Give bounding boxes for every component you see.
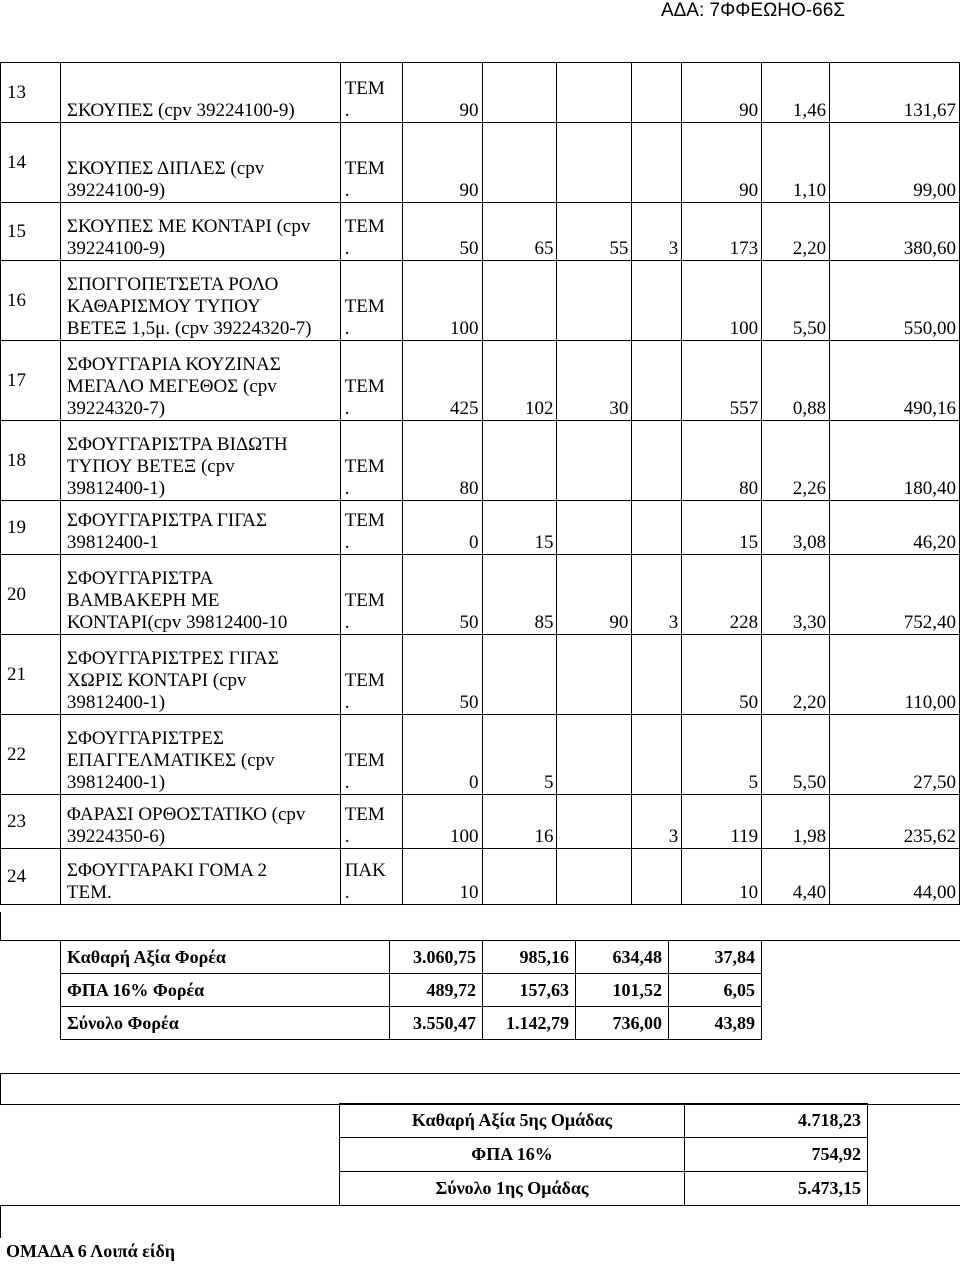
total-qty: 119 — [682, 795, 762, 849]
table-row — [1, 555, 960, 635]
item-description — [60, 261, 340, 341]
group-summary-value: 4.718,23 — [685, 1104, 868, 1138]
unit-price: 3,30 — [762, 555, 830, 635]
group-summary-value: 754,92 — [685, 1138, 868, 1172]
amount: 99,00 — [830, 123, 960, 203]
summary-value-2: 157,63 — [483, 974, 576, 1007]
qty-2 — [482, 261, 557, 341]
item-number: 16 — [1, 261, 61, 341]
amount: 550,00 — [830, 261, 960, 341]
item-description — [60, 341, 340, 421]
qty-2: 15 — [482, 501, 557, 555]
summary-label: Καθαρή Αξία Φορέα — [61, 941, 390, 974]
amount: 27,50 — [830, 715, 960, 795]
amount: 110,00 — [830, 635, 960, 715]
table-row — [1, 849, 960, 905]
table-row — [1, 123, 960, 203]
description-line: ΣΦΟΥΓΓΑΡΙΣΤΡΕΣ — [66, 728, 224, 749]
description-line: ΣΦΟΥΓΓΑΡΙΣΤΡΑ ΓΙΓΑΣ — [66, 510, 268, 531]
summary-value-4: 6,05 — [669, 974, 762, 1007]
item-number: 15 — [1, 203, 61, 261]
unit-dot: . — [344, 692, 350, 713]
amount: 180,40 — [830, 421, 960, 501]
amount: 44,00 — [830, 849, 960, 905]
item-number: 22 — [1, 715, 61, 795]
qty-3 — [557, 421, 632, 501]
qty-4 — [632, 421, 682, 501]
qty-2 — [482, 123, 557, 203]
summary-row — [340, 1172, 868, 1206]
item-unit — [340, 63, 402, 123]
description-line: 39224100-9) — [66, 238, 166, 259]
summary-value-4: 37,84 — [669, 941, 762, 974]
item-description — [60, 203, 340, 261]
unit-price: 5,50 — [762, 715, 830, 795]
unit-label: ΤΕΜ — [344, 376, 385, 397]
description-line: ΕΠΑΓΓΕΛΜΑΤΙΚΕΣ (cpv — [66, 750, 275, 771]
qty-3 — [557, 715, 632, 795]
item-description — [60, 421, 340, 501]
summary-value-1: 3.060,75 — [390, 941, 483, 974]
item-unit — [340, 555, 402, 635]
qty-2: 102 — [482, 341, 557, 421]
description-line: ΣΦΟΥΓΓΑΡΙΑ ΚΟΥΖΙΝΑΣ — [66, 354, 281, 375]
qty-4 — [632, 849, 682, 905]
qty-4 — [632, 123, 682, 203]
qty-2 — [482, 849, 557, 905]
item-number: 17 — [1, 341, 61, 421]
group-summary-label: Σύνολο 1ης Ομάδας — [340, 1172, 685, 1206]
items-table — [0, 62, 960, 905]
item-unit — [340, 203, 402, 261]
unit-dot: . — [344, 180, 350, 201]
table-row — [1, 501, 960, 555]
description-line: ΤΥΠΟΥ ΒΕΤΕΞ (cpv — [66, 456, 235, 477]
description-line: 39812400-1) — [66, 478, 166, 499]
unit-dot: . — [344, 612, 350, 633]
table-row — [1, 341, 960, 421]
description-line: 39812400-1) — [66, 772, 166, 793]
qty-1: 50 — [402, 635, 482, 715]
amount: 380,60 — [830, 203, 960, 261]
item-number: 18 — [1, 421, 61, 501]
amount: 752,40 — [830, 555, 960, 635]
item-description — [60, 635, 340, 715]
unit-dot: . — [344, 238, 350, 259]
qty-3: 55 — [557, 203, 632, 261]
description-line: ΒΑΜΒΑΚΕΡΗ ΜΕ — [66, 590, 220, 611]
item-description — [60, 849, 340, 905]
description-line: ΚΑΘΑΡΙΣΜΟΥ ΤΥΠΟΥ — [66, 296, 261, 317]
description-line: 39224320-7) — [66, 398, 166, 419]
summary-value-3: 736,00 — [576, 1007, 669, 1040]
summary-row — [61, 974, 762, 1007]
unit-label: ΤΕΜ — [344, 158, 385, 179]
item-unit — [340, 341, 402, 421]
unit-price: 2,20 — [762, 635, 830, 715]
item-unit — [340, 421, 402, 501]
total-qty: 50 — [682, 635, 762, 715]
unit-label: ΤΕΜ — [344, 216, 385, 237]
unit-dot: . — [344, 398, 350, 419]
unit-price: 4,40 — [762, 849, 830, 905]
qty-1: 0 — [402, 501, 482, 555]
qty-1: 50 — [402, 203, 482, 261]
summary-value-1: 3.550,47 — [390, 1007, 483, 1040]
unit-dot: . — [344, 318, 350, 339]
table-row — [1, 203, 960, 261]
total-qty: 90 — [682, 123, 762, 203]
table-row — [1, 635, 960, 715]
total-qty: 5 — [682, 715, 762, 795]
unit-dot: . — [344, 772, 350, 793]
qty-4: 3 — [632, 555, 682, 635]
amount: 235,62 — [830, 795, 960, 849]
item-unit — [340, 849, 402, 905]
summary-label: Σύνολο Φορέα — [61, 1007, 390, 1040]
item-number: 23 — [1, 795, 61, 849]
qty-3 — [557, 849, 632, 905]
amount: 490,16 — [830, 341, 960, 421]
amount: 131,67 — [830, 63, 960, 123]
qty-4 — [632, 341, 682, 421]
description-line: ΧΩΡΙΣ ΚΟΝΤΑΡΙ (cpv — [66, 670, 247, 691]
summary-value-3: 101,52 — [576, 974, 669, 1007]
summary-value-2: 1.142,79 — [483, 1007, 576, 1040]
table-row — [1, 63, 960, 123]
qty-3 — [557, 795, 632, 849]
next-group-title: ΟΜΑΔΑ 6 Λοιπά είδη — [6, 1241, 176, 1261]
table-spacer — [0, 912, 960, 941]
item-unit — [340, 261, 402, 341]
qty-4 — [632, 501, 682, 555]
total-qty: 228 — [682, 555, 762, 635]
amount: 46,20 — [830, 501, 960, 555]
item-description — [60, 63, 340, 123]
qty-4 — [632, 261, 682, 341]
qty-2 — [482, 63, 557, 123]
unit-dot: . — [344, 882, 350, 903]
description-line: ΤΕΜ. — [66, 882, 112, 903]
qty-4: 3 — [632, 795, 682, 849]
qty-2: 16 — [482, 795, 557, 849]
description-line: ΣΚΟΥΠΕΣ (cpv 39224100-9) — [66, 100, 295, 121]
qty-1: 90 — [402, 123, 482, 203]
qty-1: 100 — [402, 261, 482, 341]
table-row — [1, 795, 960, 849]
table-row — [1, 421, 960, 501]
qty-2: 85 — [482, 555, 557, 635]
qty-1: 50 — [402, 555, 482, 635]
qty-3 — [557, 63, 632, 123]
item-description — [60, 715, 340, 795]
unit-price: 1,10 — [762, 123, 830, 203]
unit-label: ΠΑΚ — [344, 860, 386, 881]
item-unit — [340, 715, 402, 795]
unit-dot: . — [344, 826, 350, 847]
unit-price: 2,26 — [762, 421, 830, 501]
item-description — [60, 501, 340, 555]
description-line: ΣΚΟΥΠΕΣ ΜΕ ΚΟΝΤΑΡΙ (cpv — [66, 216, 311, 237]
item-number: 14 — [1, 123, 61, 203]
qty-3 — [557, 123, 632, 203]
description-line: ΣΦΟΥΓΓΑΡΙΣΤΡΑ — [66, 568, 214, 589]
unit-label: ΤΕΜ — [344, 590, 385, 611]
qty-1: 90 — [402, 63, 482, 123]
item-number: 13 — [1, 63, 61, 123]
unit-price: 2,20 — [762, 203, 830, 261]
description-line: ΦΑΡΑΣΙ ΟΡΘΟΣΤΑΤΙΚΟ (cpv — [66, 804, 306, 825]
description-line: ΣΦΟΥΓΓΑΡΑΚΙ ΓΟΜΑ 2 — [66, 860, 267, 881]
group-summary-label: Καθαρή Αξία 5ης Ομάδας — [340, 1104, 685, 1138]
unit-label: ΤΕΜ — [344, 78, 385, 99]
summary-value-2: 985,16 — [483, 941, 576, 974]
description-line: ΒΕΤΕΞ 1,5μ. (cpv 39224320-7) — [66, 318, 312, 339]
total-qty: 100 — [682, 261, 762, 341]
qty-2 — [482, 635, 557, 715]
qty-1: 80 — [402, 421, 482, 501]
qty-4 — [632, 635, 682, 715]
total-qty: 90 — [682, 63, 762, 123]
qty-2 — [482, 421, 557, 501]
description-line: 39812400-1) — [66, 692, 166, 713]
item-number: 21 — [1, 635, 61, 715]
qty-1: 425 — [402, 341, 482, 421]
unit-price: 3,08 — [762, 501, 830, 555]
summary-value-3: 634,48 — [576, 941, 669, 974]
qty-3 — [557, 635, 632, 715]
item-number: 19 — [1, 501, 61, 555]
table-row — [1, 715, 960, 795]
description-line: ΣΦΟΥΓΓΑΡΙΣΤΡΑ ΒΙΔΩΤΗ — [66, 434, 288, 455]
qty-1: 10 — [402, 849, 482, 905]
summary-value-4: 43,89 — [669, 1007, 762, 1040]
description-line: 39812400-1 — [66, 532, 159, 553]
qty-1: 100 — [402, 795, 482, 849]
description-line: ΜΕΓΑΛΟ ΜΕΓΕΘΟΣ (cpv — [66, 376, 277, 397]
unit-label: ΤΕΜ — [344, 510, 385, 531]
unit-dot: . — [344, 100, 350, 121]
unit-label: ΤΕΜ — [344, 750, 385, 771]
carrier-summary-table — [60, 940, 762, 1040]
unit-label: ΤΕΜ — [344, 296, 385, 317]
qty-1: 0 — [402, 715, 482, 795]
summary-row — [340, 1138, 868, 1172]
qty-4: 3 — [632, 203, 682, 261]
description-line: ΣΠΟΓΓΟΠΕΤΣΕΤΑ ΡΟΛΟ — [66, 274, 279, 295]
qty-2: 5 — [482, 715, 557, 795]
unit-label: ΤΕΜ — [344, 456, 385, 477]
description-line: ΚΟΝΤΑΡΙ(cpv 39812400-10 — [66, 612, 288, 633]
item-unit — [340, 501, 402, 555]
table-row — [1, 261, 960, 341]
item-description — [60, 123, 340, 203]
total-qty: 173 — [682, 203, 762, 261]
unit-label: ΤΕΜ — [344, 804, 385, 825]
qty-2: 65 — [482, 203, 557, 261]
qty-3: 30 — [557, 341, 632, 421]
item-number: 24 — [1, 849, 61, 905]
unit-dot: . — [344, 478, 350, 499]
ada-header: ΑΔΑ: 7ΦΦΕΩΗΟ-66Σ — [660, 0, 845, 21]
summary-row — [61, 1007, 762, 1040]
group-summary-value: 5.473,15 — [685, 1172, 868, 1206]
item-unit — [340, 635, 402, 715]
item-description — [60, 555, 340, 635]
unit-price: 0,88 — [762, 341, 830, 421]
qty-3 — [557, 261, 632, 341]
unit-dot: . — [344, 532, 350, 553]
summary-value-1: 489,72 — [390, 974, 483, 1007]
summary-row — [61, 941, 762, 974]
group-summary-table — [339, 1103, 868, 1206]
total-qty: 80 — [682, 421, 762, 501]
unit-label: ΤΕΜ — [344, 670, 385, 691]
qty-4 — [632, 63, 682, 123]
item-unit — [340, 123, 402, 203]
item-description — [60, 795, 340, 849]
group-summary-label: ΦΠΑ 16% — [340, 1138, 685, 1172]
description-line: ΣΦΟΥΓΓΑΡΙΣΤΡΕΣ ΓΙΓΑΣ — [66, 648, 279, 669]
table-spacer — [0, 1205, 960, 1238]
item-number: 20 — [1, 555, 61, 635]
unit-price: 5,50 — [762, 261, 830, 341]
qty-3: 90 — [557, 555, 632, 635]
summary-row — [340, 1104, 868, 1138]
item-unit — [340, 795, 402, 849]
description-line: 39224350-6) — [66, 826, 166, 847]
description-line: 39224100-9) — [66, 180, 166, 201]
unit-price: 1,98 — [762, 795, 830, 849]
description-line: ΣΚΟΥΠΕΣ ΔΙΠΛΕΣ (cpv — [66, 158, 265, 179]
unit-price: 1,46 — [762, 63, 830, 123]
total-qty: 10 — [682, 849, 762, 905]
total-qty: 15 — [682, 501, 762, 555]
table-spacer — [0, 1073, 960, 1105]
qty-4 — [632, 715, 682, 795]
qty-3 — [557, 501, 632, 555]
summary-label: ΦΠΑ 16% Φορέα — [61, 974, 390, 1007]
total-qty: 557 — [682, 341, 762, 421]
